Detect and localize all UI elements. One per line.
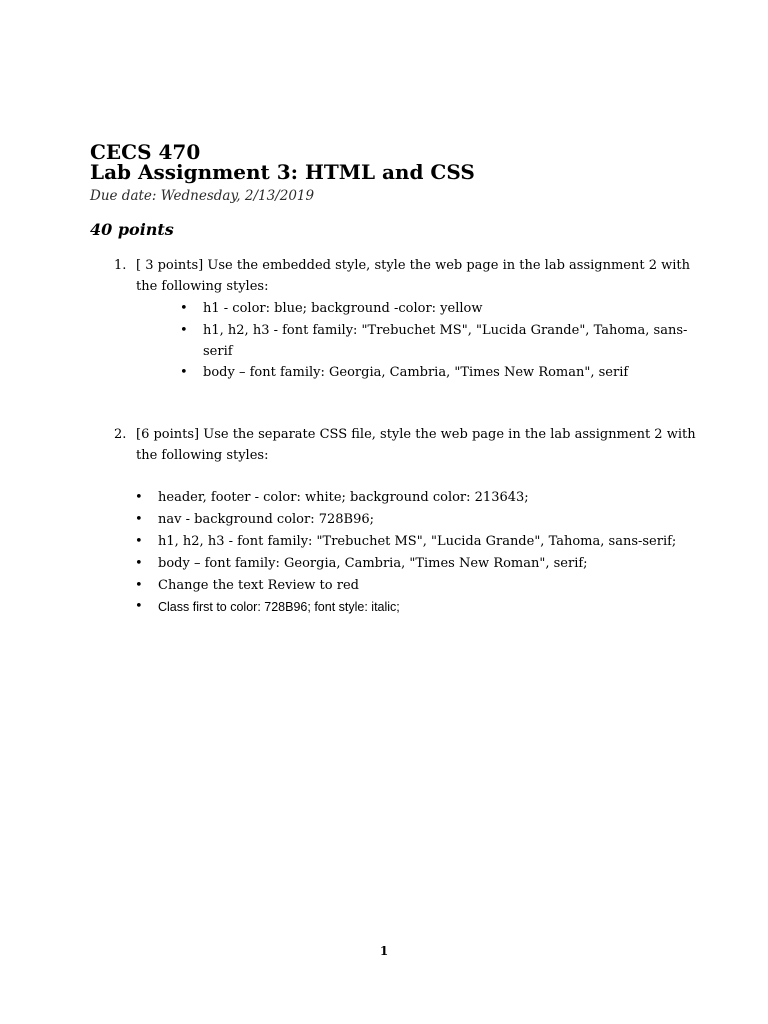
task-1-bullet-3: body – font family: Georgia, Cambria, "Times New Roman", serif — [203, 365, 629, 380]
task-1-intro-line-1: [ 3 points] Use the embedded style, style the web page in the lab assignment 2 with — [136, 258, 691, 273]
due-date: Due date: Wednesday, 2/13/2019 — [90, 188, 315, 204]
task-2-bullet-3: h1, h2, h3 - font family: "Trebuchet MS", "Lucida Grande", Tahoma, sans-serif; — [158, 534, 677, 549]
task-2-intro-line-1: [6 points] Use the separate CSS file, style the web page in the lab assignment 2 with — [136, 427, 696, 442]
task-2-bullet-1: header, footer - color: white; background color: 213643; — [158, 490, 529, 505]
bullet-marker: • — [135, 578, 143, 593]
course-code: CECS 470 — [90, 140, 201, 164]
task-2-number: 2. — [114, 427, 127, 442]
task-1-number: 1. — [114, 258, 127, 273]
bullet-marker: • — [135, 556, 143, 571]
bullet-marker: • — [135, 534, 143, 549]
bullet-marker: • — [135, 599, 143, 614]
task-1-bullet-1: h1 - color: blue; background -color: yellow — [203, 301, 483, 316]
total-points: 40 points — [90, 220, 174, 239]
task-2-bullet-6: Class first to color: 728B96; font style: italic; — [158, 600, 400, 614]
task-2-bullet-2: nav - background color: 728B96; — [158, 512, 375, 527]
task-1-intro-line-2: the following styles: — [136, 279, 269, 294]
task-2-bullet-4: body – font family: Georgia, Cambria, "Times New Roman", serif; — [158, 556, 588, 571]
bullet-marker: • — [180, 301, 188, 316]
task-1-bullet-2: h1, h2, h3 - font family: "Trebuchet MS", "Lucida Grande", Tahoma, sans- — [203, 323, 688, 338]
bullet-marker: • — [180, 365, 188, 380]
bullet-marker: • — [135, 512, 143, 527]
bullet-marker: • — [135, 490, 143, 505]
task-2-bullet-5: Change the text Review to red — [158, 578, 359, 593]
bullet-marker: • — [180, 323, 188, 338]
task-1-bullet-2-continued: serif — [203, 344, 233, 359]
page-number: 1 — [379, 944, 389, 958]
task-2-intro-line-2: the following styles: — [136, 448, 269, 463]
page-title: Lab Assignment 3: HTML and CSS — [90, 160, 475, 184]
